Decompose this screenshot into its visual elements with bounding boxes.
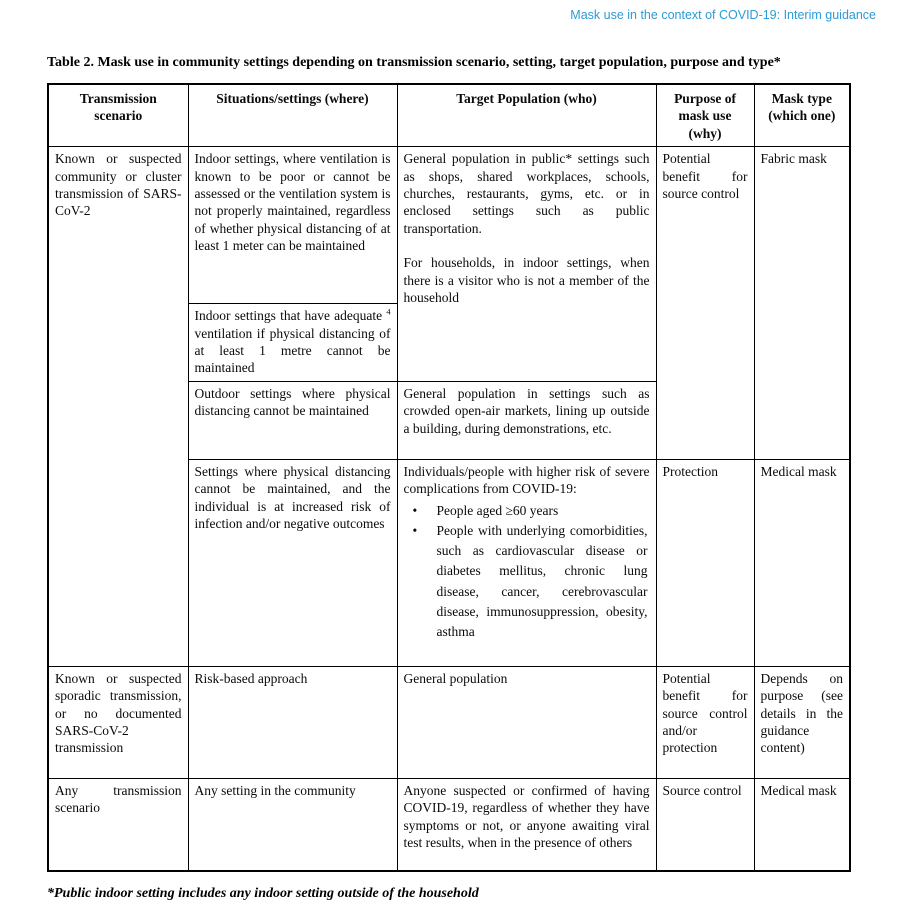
cell-where-individual-at-risk: Settings where physical distancing cannot be maintained, and the individual is at increased risk of infection and/or negative outcomes [188, 459, 397, 666]
cell-where-any-setting: Any setting in the community [188, 778, 397, 871]
cell-why-protection: Protection [656, 459, 754, 666]
bullet-text-aged: People aged ≥60 years [436, 502, 559, 518]
cell-mask-fabric: Fabric mask [754, 147, 850, 460]
cell-scenario-sporadic: Known or suspected sporadic transmission, or no documented SARS-CoV-2 transmission [48, 666, 188, 778]
table-footnote: *Public indoor setting includes any indoor setting outside of the household [47, 886, 479, 902]
cell-why-source-control: Source control [656, 778, 754, 871]
cell-where-outdoor: Outdoor settings where physical distancing cannot be maintained [188, 381, 397, 459]
table-header-row [48, 84, 850, 147]
table-row [48, 666, 850, 778]
mask-use-table [47, 83, 851, 872]
cell-who-crowded-outdoor: General population in settings such as crowded open-air markets, lining up outside a building, during demonstrations, etc. [397, 381, 656, 459]
column-header-mask-type: Mask type (which one) [754, 84, 850, 147]
bullet-icon: • [412, 502, 418, 518]
cell-mask-medical-source: Medical mask [754, 778, 850, 871]
cell-where-indoor-poor-ventilation: Indoor settings, where ventilation is known to be poor or cannot be assessed or the ventilation system is not properly maintained, regardless of whether physical distancing of at least 1 meter can be maintained [188, 147, 397, 304]
cell-why-benefit-and-or-protection: Potential benefit for source control and/or protection [656, 666, 754, 778]
text-before-superscript: Indoor settings that have adequate [194, 308, 383, 324]
paragraph-general-public: General population in public* settings such as shops, shared workplaces, schools, churches, restaurants, gyms, etc. or in enclosed settings such as public transportation. [403, 151, 650, 236]
footnote-reference-4: 4 [386, 307, 391, 317]
cell-where-risk-based: Risk-based approach [188, 666, 397, 778]
cell-scenario-community-cluster: Known or suspected community or cluster transmission of SARS-CoV-2 [48, 147, 188, 667]
column-header-transmission-scenario: Transmission scenario [48, 84, 188, 147]
cell-mask-depends: Depends on purpose (see details in the guidance content) [754, 666, 850, 778]
higher-risk-bullet-list [404, 501, 650, 643]
list-item [404, 521, 650, 643]
column-header-purpose: Purpose of mask use (why) [656, 84, 754, 147]
table-title: Table 2. Mask use in community settings depending on transmission scenario, setting, target population, purpose and type* [47, 55, 781, 70]
cell-who-general-public [397, 147, 656, 382]
paragraph-households: For households, in indoor settings, when there is a visitor who is not a member of the household [403, 255, 650, 306]
table-row [48, 778, 850, 871]
cell-who-higher-risk [397, 459, 656, 666]
cell-mask-medical-protection: Medical mask [754, 459, 850, 666]
cell-scenario-any: Any transmission scenario [48, 778, 188, 871]
table-row [48, 147, 850, 304]
column-header-target-population: Target Population (who) [397, 84, 656, 147]
cell-who-general-population: General population [397, 666, 656, 778]
cell-who-suspected-confirmed: Anyone suspected or confirmed of having COVID-19, regardless of whether they have symptoms or not, or anyone awaiting viral test results, when in the presence of others [397, 778, 656, 871]
text-after-superscript: ventilation if physical distancing of at least 1 metre cannot be maintained [194, 325, 391, 376]
bullet-icon: • [412, 522, 418, 538]
list-item [404, 501, 650, 521]
cell-why-potential-benefit-source-control: Potential benefit for source control [656, 147, 754, 460]
document-running-header: Mask use in the context of COVID-19: Interim guidance [570, 8, 876, 22]
bullet-text-comorbidities: People with underlying comorbidities, such as cardiovascular disease or diabetes mellitus, chronic lung disease, cancer, cerebrovascular disease, immunosuppression, obesity, asthma [436, 522, 648, 640]
higher-risk-intro: Individuals/people with higher risk of severe complications from COVID-19: [403, 463, 650, 497]
cell-where-indoor-adequate-ventilation [188, 304, 397, 382]
column-header-situations-settings: Situations/settings (where) [188, 84, 397, 147]
